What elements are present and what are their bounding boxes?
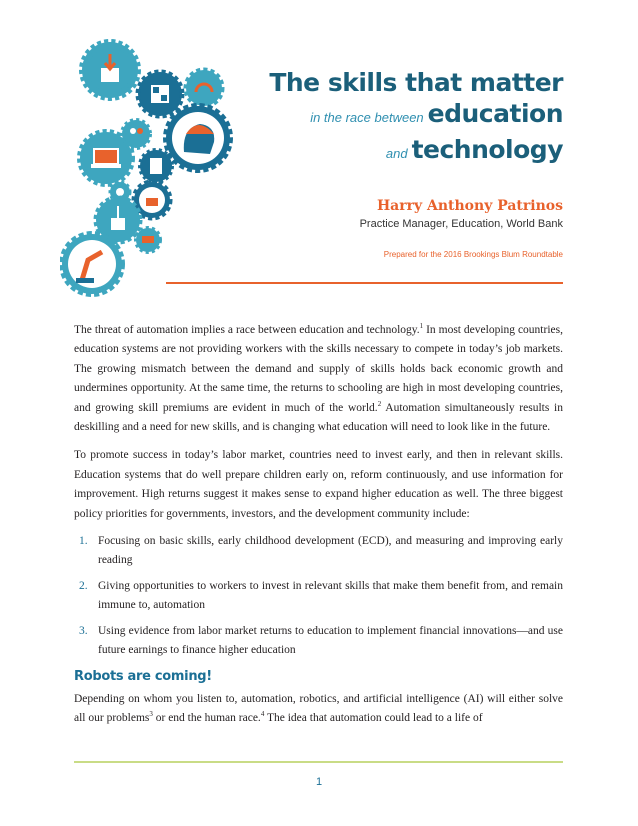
- header-divider: [166, 282, 563, 284]
- title-line-1: The skills that matter: [269, 68, 563, 97]
- list-item: [74, 622, 563, 661]
- headset-icon: [186, 70, 222, 106]
- list-item-number: 2.: [79, 579, 88, 592]
- section-paragraph: [74, 690, 563, 729]
- title-line-2-big: education: [427, 99, 563, 128]
- list-item-text: Focusing on basic skills, early childhood development (ECD), and measuring and improving early reading: [98, 535, 563, 567]
- qr-code-icon: [138, 72, 182, 116]
- list-item-text: Using evidence from labor market returns to education to implement financial innovations—and use future earnings to finance higher education: [98, 624, 563, 657]
- title-line-3-small: and: [385, 146, 408, 161]
- calculator-icon: [140, 150, 172, 182]
- intro-p1-part-a: The threat of automation implies a race between education and technology.: [74, 324, 420, 336]
- intro-paragraph-1: [74, 321, 563, 437]
- title-line-3-big: technology: [411, 135, 563, 164]
- title-line-2: [269, 98, 563, 134]
- footnote-ref-1[interactable]: 1: [419, 322, 424, 331]
- gear-illustration: [60, 38, 240, 298]
- title-line-3: [269, 134, 563, 170]
- author-name: Harry Anthony Patrinos: [376, 198, 563, 214]
- factory-workers-icon: [134, 182, 170, 218]
- download-box-icon: [82, 42, 138, 98]
- list-item-number: 1.: [79, 535, 88, 548]
- author-block: [360, 198, 563, 230]
- section-heading: Robots are coming!: [74, 668, 212, 684]
- intro-p1-part-b: In most developing countries, education systems are not providing workers with the skills necessary to compete in today’s job markets. The growing mismatch between the demand and supply of skills holds back economic growth and undermines opportunity. At the same time, the returns to schooling are high in most developing countries, and growing skill premiums are evident in much of the world.: [74, 324, 563, 414]
- list-item-text: Giving opportunities to workers to invest in relevant skills that make them benefit from, and remain immune to, automation: [98, 579, 563, 612]
- prepared-for: Prepared for the 2016 Brookings Blum Roundtable: [383, 250, 563, 259]
- tractor-icon: [136, 228, 160, 252]
- robot-arm-icon: [62, 234, 122, 294]
- list-item: [74, 532, 563, 571]
- footnote-ref-2[interactable]: 2: [377, 399, 382, 408]
- section-p-part-c: The idea that automation could lead to a life of: [264, 712, 483, 725]
- section-p-part-a: Depending on whom you listen to, automation, robotics, and artificial intelligence (AI) will either solve all our problems: [74, 692, 563, 725]
- crane-icon: [96, 198, 140, 242]
- footer-divider: [74, 761, 563, 763]
- intro-p1-part-c: Automation simultaneously results in deskilling and a need for new skills, and is changing what education will need to look like in the future.: [74, 401, 563, 434]
- page-number: 1: [315, 776, 323, 788]
- intro-paragraph-2: To promote success in today’s labor market, countries need to invest early, and then in relevant skills. Education systems that do well prepare children early on, reform continuously, and use information for improvement. High returns suggest it makes sense to expand higher education as well. The three biggest policy priorities for governments, investors, and the development community include:: [74, 449, 563, 520]
- footnote-ref-3[interactable]: 3: [149, 710, 153, 719]
- list-item: [74, 577, 563, 616]
- body-text: [74, 321, 563, 729]
- document-title: [269, 68, 563, 170]
- list-item-number: 3.: [79, 624, 88, 637]
- laptop-icon: [80, 132, 132, 184]
- footnote-ref-4[interactable]: 4: [260, 710, 265, 719]
- author-role: Practice Manager, Education, World Bank: [359, 218, 563, 230]
- title-line-2-small: in the race between: [310, 110, 424, 125]
- section-p-part-b: or end the human race.: [152, 712, 261, 725]
- worker-head-icon: [166, 106, 230, 170]
- priorities-list: [74, 532, 563, 660]
